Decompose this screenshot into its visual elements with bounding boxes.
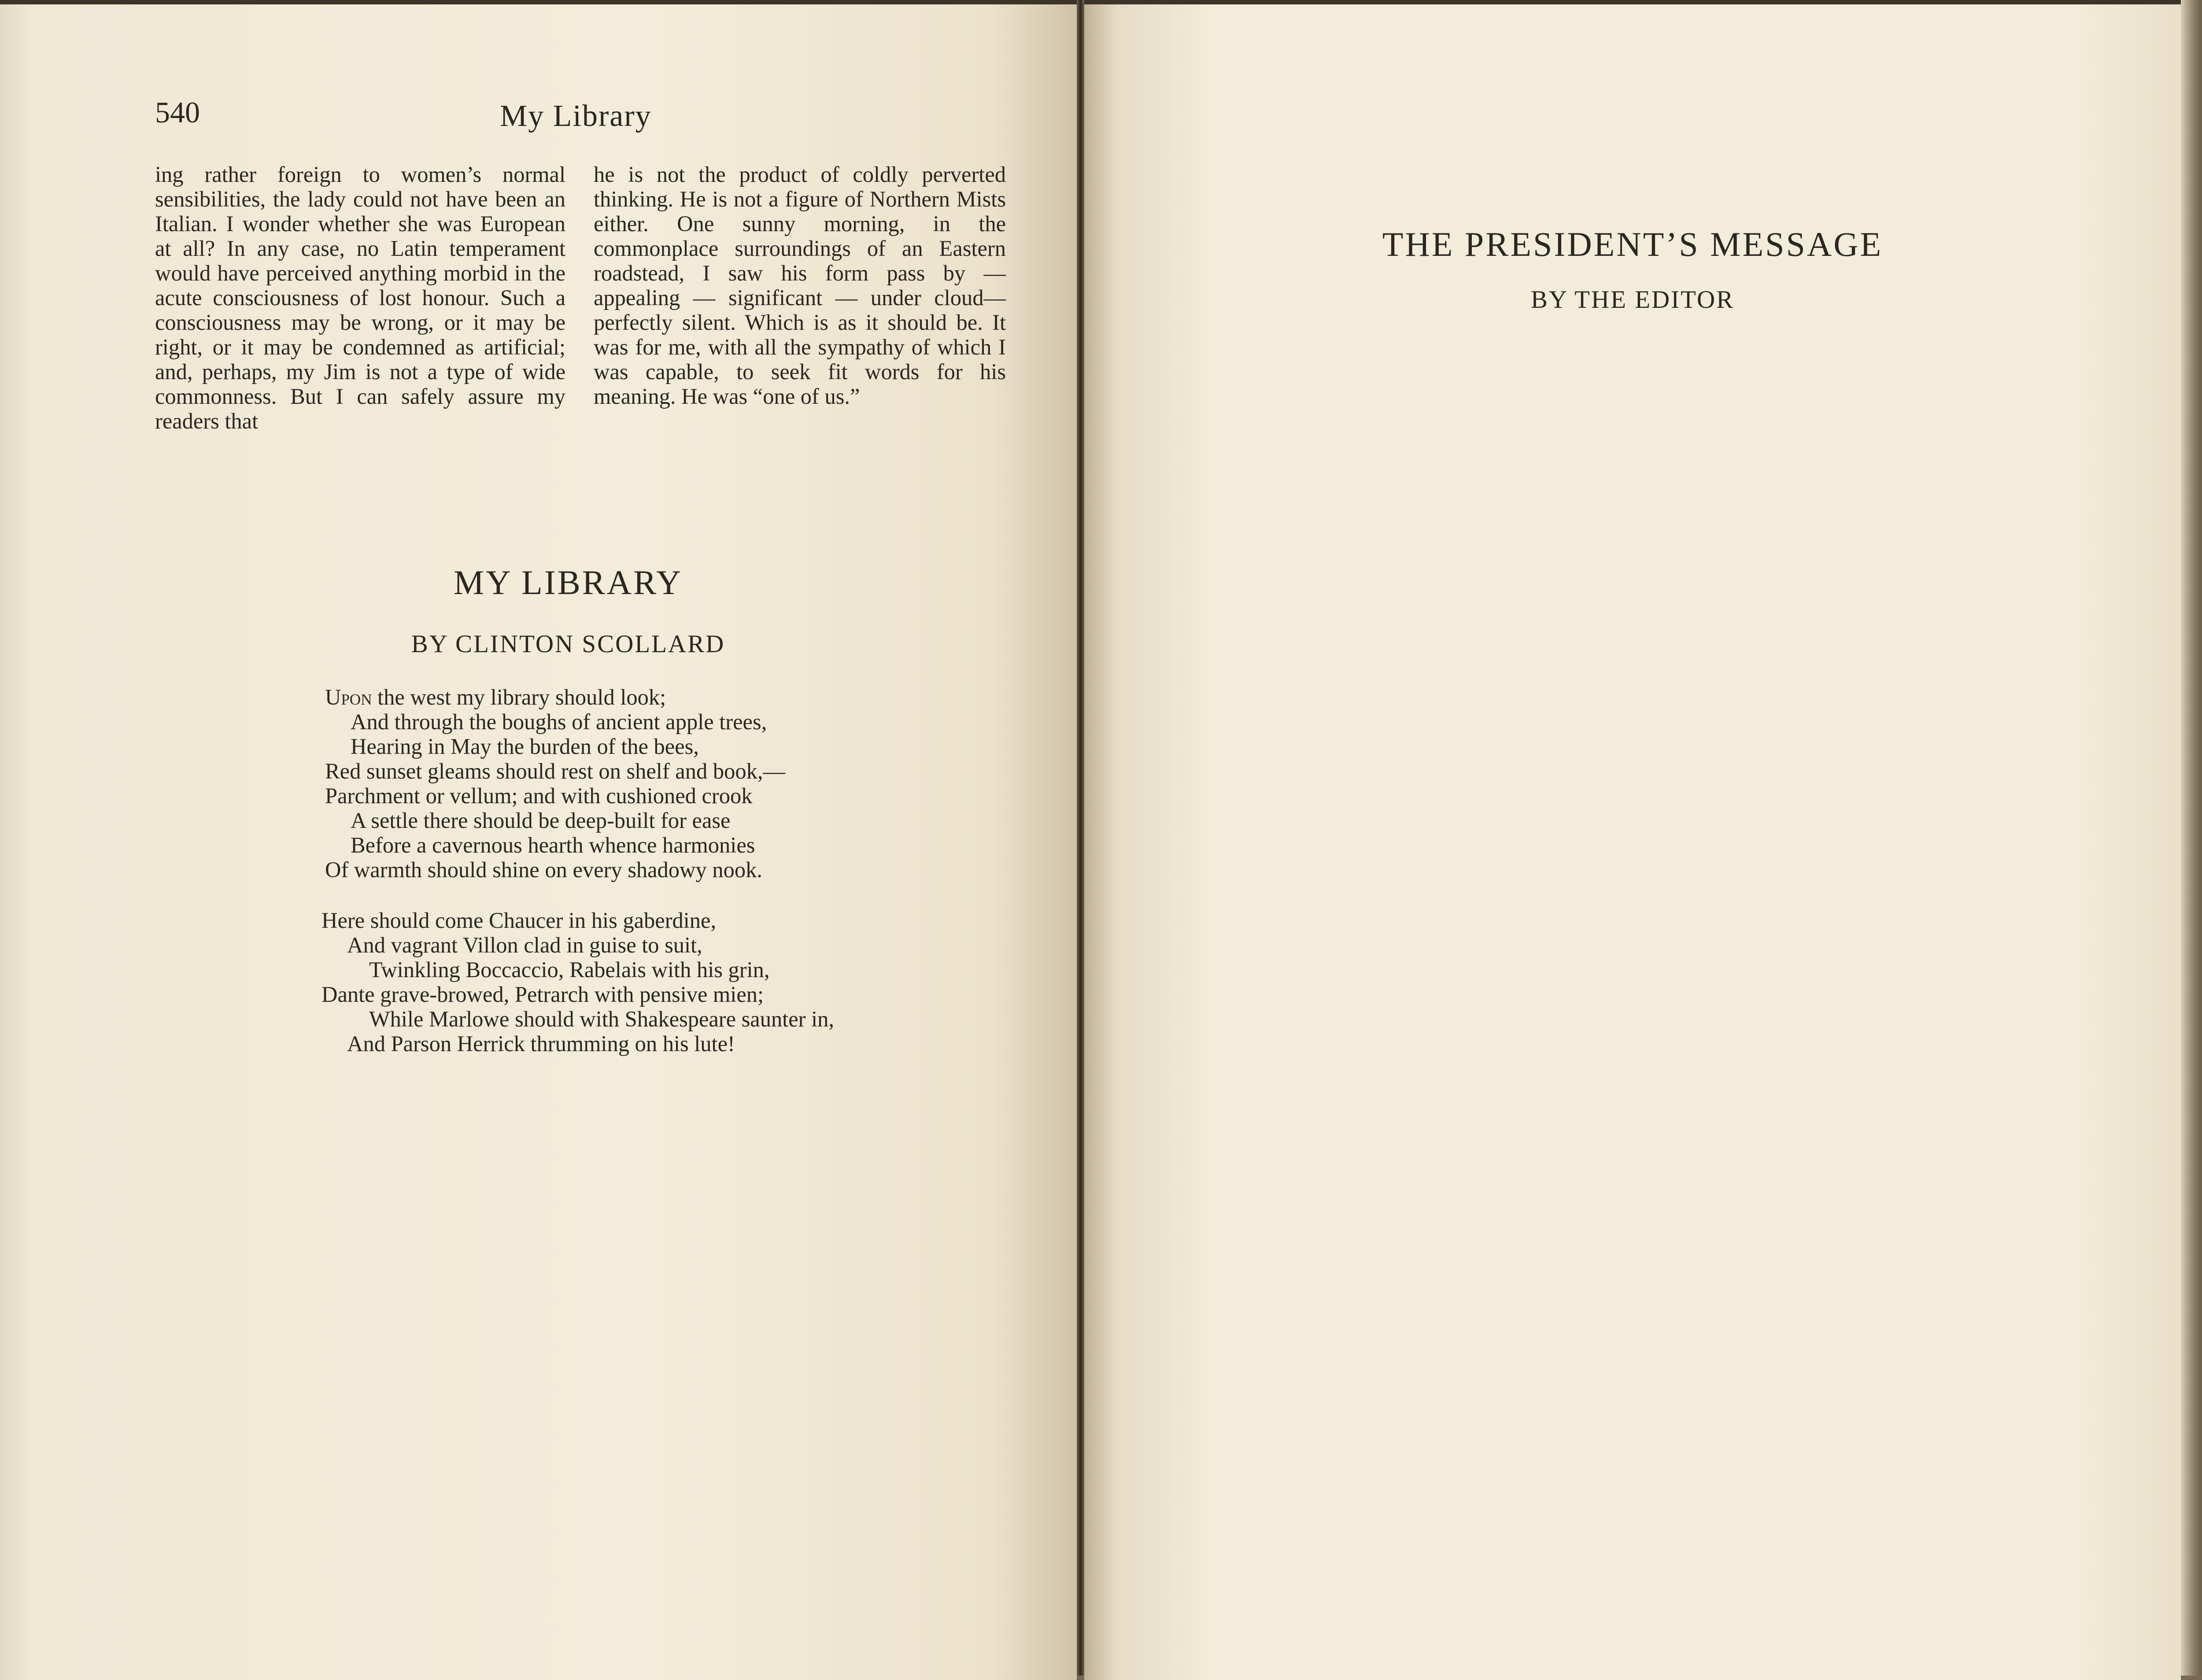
book-gutter — [1077, 0, 1084, 1676]
poem-line: Here should come Chaucer in his gaberdine, — [321, 908, 717, 933]
left-page — [0, 0, 1077, 1680]
poem-line: And vagrant Villon clad in guise to suit, — [347, 933, 702, 957]
continuation-text-1: ing rather foreign to women’s normal sensibilities, the lady could not have been an Italian. I wonder whether she was European at all? In any case, no Latin temperament would have perceived anything morbid in the acute consciousness of lost honour. Such a consciousness may be wrong, or it may be right, or it may be condemned as artificial; and, perhaps, my Jim is not a type of wide commonness. But I can safely assure my readers that — [155, 162, 565, 433]
poem-line: Upon the west my library should look; — [325, 685, 666, 709]
continuation-text-2: he is not the product of coldly perverted thinking. He is not a figure of Northern Mists either. One sunny morning, in the commonplace surroundings of an Eastern roadstead, I saw his form pass by — appealing — significant — under cloud—perfectly silent. Which is as it should be. It was for me, with all the sympathy of which I was capable, to seek fit words for his meaning. He was “one of us.” — [594, 162, 1006, 409]
poem-first-word: Upon — [325, 685, 372, 709]
article-title: THE PRESIDENT’S MESSAGE — [1382, 225, 1883, 263]
running-title: My Library — [500, 99, 652, 133]
poem-stanza-2 — [321, 908, 834, 1056]
poem-byline: BY CLINTON SCOLLARD — [411, 630, 725, 658]
poem-line: Dante grave-browed, Petrarch with pensive mien; — [321, 982, 764, 1007]
article-byline: BY THE EDITOR — [1530, 286, 1735, 314]
poem-title: MY LIBRARY — [453, 563, 683, 602]
poem-line: Twinkling Boccaccio, Rabelais with his grin, — [369, 957, 770, 982]
poem-line: Hearing in May the burden of the bees, — [351, 734, 699, 759]
continuation-column-1 — [155, 162, 565, 433]
continuation-column-2 — [594, 162, 1006, 409]
poem-line: Before a cavernous hearth whence harmonies — [351, 833, 755, 857]
poem-line: And through the boughs of ancient apple trees, — [351, 709, 767, 734]
poem-line: A settle there should be deep-built for ease — [351, 808, 731, 833]
poem-stanza-1 — [325, 685, 785, 882]
poem-line: Red sunset gleams should rest on shelf and book,— — [325, 759, 785, 783]
right-page — [1084, 0, 2181, 1680]
poem-line: Parchment or vellum; and with cushioned crook — [325, 783, 753, 808]
page-number: 540 — [155, 96, 200, 129]
poem-line: And Parson Herrick thrumming on his lute! — [347, 1031, 735, 1056]
book-edge — [2181, 0, 2202, 1676]
poem-line: Of warmth should shine on every shadowy nook. — [325, 857, 763, 882]
poem-line: While Marlowe should with Shakespeare saunter in, — [369, 1007, 835, 1031]
